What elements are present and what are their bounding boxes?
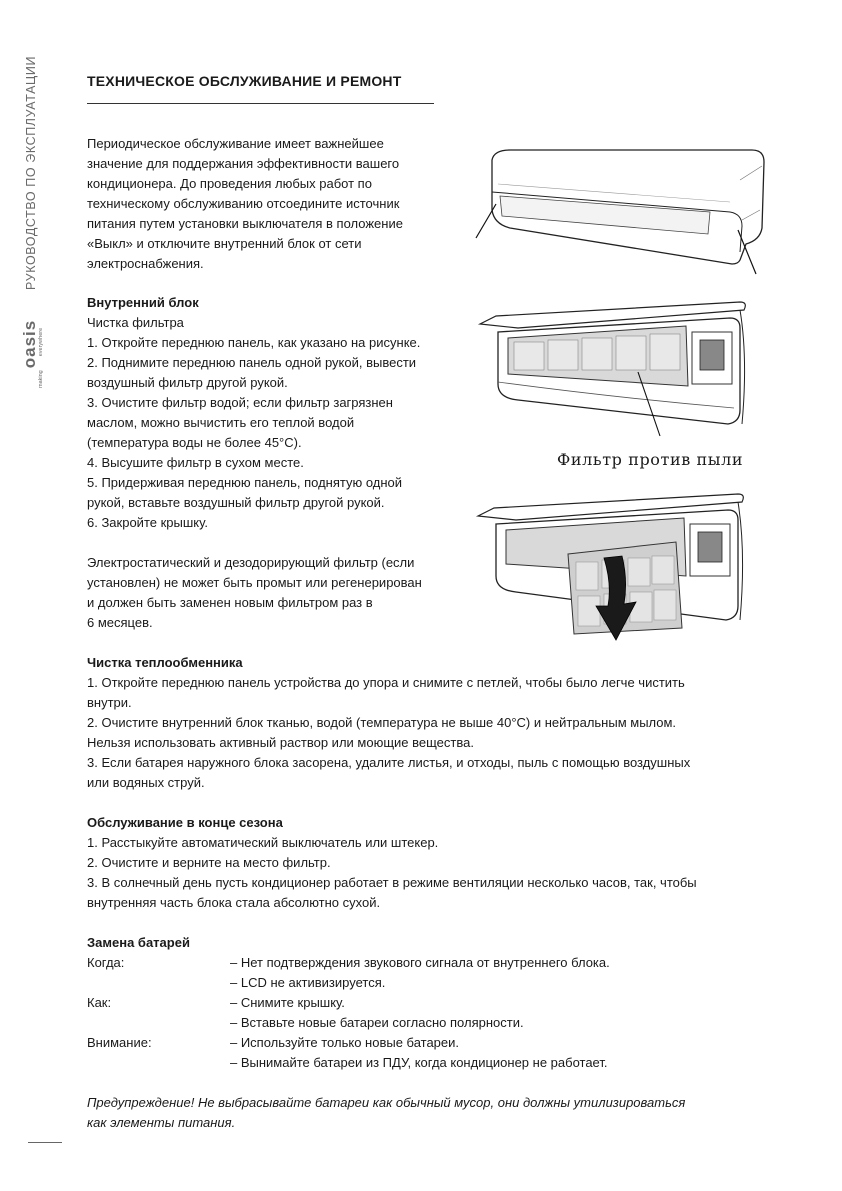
battery-row: [87, 953, 610, 973]
filter-removal-illustration: [476, 488, 776, 648]
indoor-unit-heading: Внутренний блок: [87, 295, 199, 310]
heat-exchanger-steps: [87, 673, 690, 793]
step-line: рукой, вставьте воздушный фильтр другой рукой.: [87, 495, 385, 510]
battery-row: [87, 993, 345, 1013]
logo-everywhere: everywhere: [38, 327, 44, 357]
battery-row: [87, 1053, 607, 1073]
battery-row-text: – Вставьте новые батареи согласно полярности.: [230, 1015, 524, 1030]
step-line: 5. Придерживая переднюю панель, поднятую одной: [87, 475, 403, 490]
intro-line: Периодическое обслуживание имеет важнейшее: [87, 136, 384, 151]
battery-row-text: – LCD не активизируется.: [230, 975, 386, 990]
battery-row: [87, 973, 385, 993]
step-line: 6. Закройте крышку.: [87, 515, 208, 530]
dust-filter-caption: Фильтр против пыли: [557, 450, 744, 469]
intro-line: электроснабжения.: [87, 256, 204, 271]
logo-brand: oasis: [20, 319, 39, 369]
step-line: 2. Поднимите переднюю панель одной рукой, вывести: [87, 355, 417, 370]
filter-cleaning-subheading: Чистка фильтра: [87, 315, 184, 330]
intro-line: значение для поддержания эффективности вашего: [87, 156, 400, 171]
filter-cleaning-steps: [87, 333, 420, 533]
step-line: 1. Расстыкуйте автоматический выключатель или штекер.: [87, 835, 439, 850]
battery-row-text: – Вынимайте батареи из ПДУ, когда кондиционер не работает.: [230, 1055, 608, 1070]
battery-disposal-warning: [87, 1093, 685, 1133]
step-line: 4. Высушите фильтр в сухом месте.: [87, 455, 304, 470]
step-line: (температура воды не более 45°С).: [87, 435, 302, 450]
note-line: и должен быть заменен новым фильтром раз в: [87, 595, 373, 610]
warning-line: Предупреждение! Не выбрасывайте батареи как обычный мусор, они должны утилизироваться: [87, 1095, 686, 1110]
step-line: 3. В солнечный день пусть кондиционер работает в режиме вентиляции несколько часов, так, чтобы: [87, 875, 697, 890]
step-line: 1. Откройте переднюю панель, как указано на рисунке.: [87, 335, 421, 350]
manual-title-vertical: РУКОВОДСТВО ПО ЭКСПЛУАТАЦИИ: [24, 55, 38, 290]
batteries-heading: Замена батарей: [87, 935, 190, 950]
indoor-unit-closed-illustration: [470, 140, 770, 280]
step-line: внутренняя часть блока стала абсолютно сухой.: [87, 895, 381, 910]
season-end-steps: [87, 833, 697, 913]
logo-making: making: [38, 370, 44, 388]
battery-row-label: Когда:: [87, 955, 125, 970]
intro-line: кондиционера. До проведения любых работ по: [87, 176, 372, 191]
battery-row: [87, 1013, 524, 1033]
battery-row-text: – Используйте только новые батареи.: [230, 1035, 460, 1050]
indoor-unit-open-filter-illustration: [478, 298, 778, 448]
note-line: Электростатический и дезодорирующий фильтр (если: [87, 555, 415, 570]
oasis-logo: [22, 320, 44, 388]
heat-exchanger-heading: Чистка теплообменника: [87, 655, 243, 670]
footer-rule: [28, 1142, 62, 1143]
step-line: внутри.: [87, 695, 132, 710]
battery-row-text: – Нет подтверждения звукового сигнала от внутреннего блока.: [230, 955, 610, 970]
note-line: 6 месяцев.: [87, 615, 153, 630]
note-line: установлен) не может быть промыт или регенерирован: [87, 575, 422, 590]
step-line: или водяных струй.: [87, 775, 205, 790]
warning-line: как элементы питания.: [87, 1115, 236, 1130]
title-underline: [87, 103, 434, 104]
season-end-heading: Обслуживание в конце сезона: [87, 815, 283, 830]
step-line: маслом, можно вычистить его теплой водой: [87, 415, 355, 430]
step-line: 2. Очистите и верните на место фильтр.: [87, 855, 331, 870]
battery-row-label: Внимание:: [87, 1035, 152, 1050]
battery-row-label: Как:: [87, 995, 112, 1010]
step-line: 3. Если батарея наружного блока засорена, удалите листья, и отходы, пыль с помощью воздушных: [87, 755, 691, 770]
intro-line: техническому обслуживанию отсоедините источник: [87, 196, 400, 211]
step-line: Нельзя использовать активный раствор или моющие вещества.: [87, 735, 474, 750]
battery-row-text: – Снимите крышку.: [230, 995, 345, 1010]
step-line: 3. Очистите фильтр водой; если фильтр загрязнен: [87, 395, 393, 410]
step-line: 1. Откройте переднюю панель устройства до упора и снимите с петлей, чтобы было легче чистить: [87, 675, 685, 690]
intro-line: питания путем установки выключателя в положение: [87, 216, 403, 231]
page-title: ТЕХНИЧЕСКОЕ ОБСЛУЖИВАНИЕ И РЕМОНТ: [87, 73, 402, 89]
step-line: воздушный фильтр другой рукой.: [87, 375, 288, 390]
intro-paragraph: [87, 134, 403, 274]
electrostatic-filter-note: [87, 553, 422, 633]
intro-line: «Выкл» и отключите внутренний блок от сети: [87, 236, 362, 251]
battery-row: [87, 1033, 459, 1053]
step-line: 2. Очистите внутренний блок тканью, водой (температура не выше 40°С) и нейтральным мылом.: [87, 715, 677, 730]
